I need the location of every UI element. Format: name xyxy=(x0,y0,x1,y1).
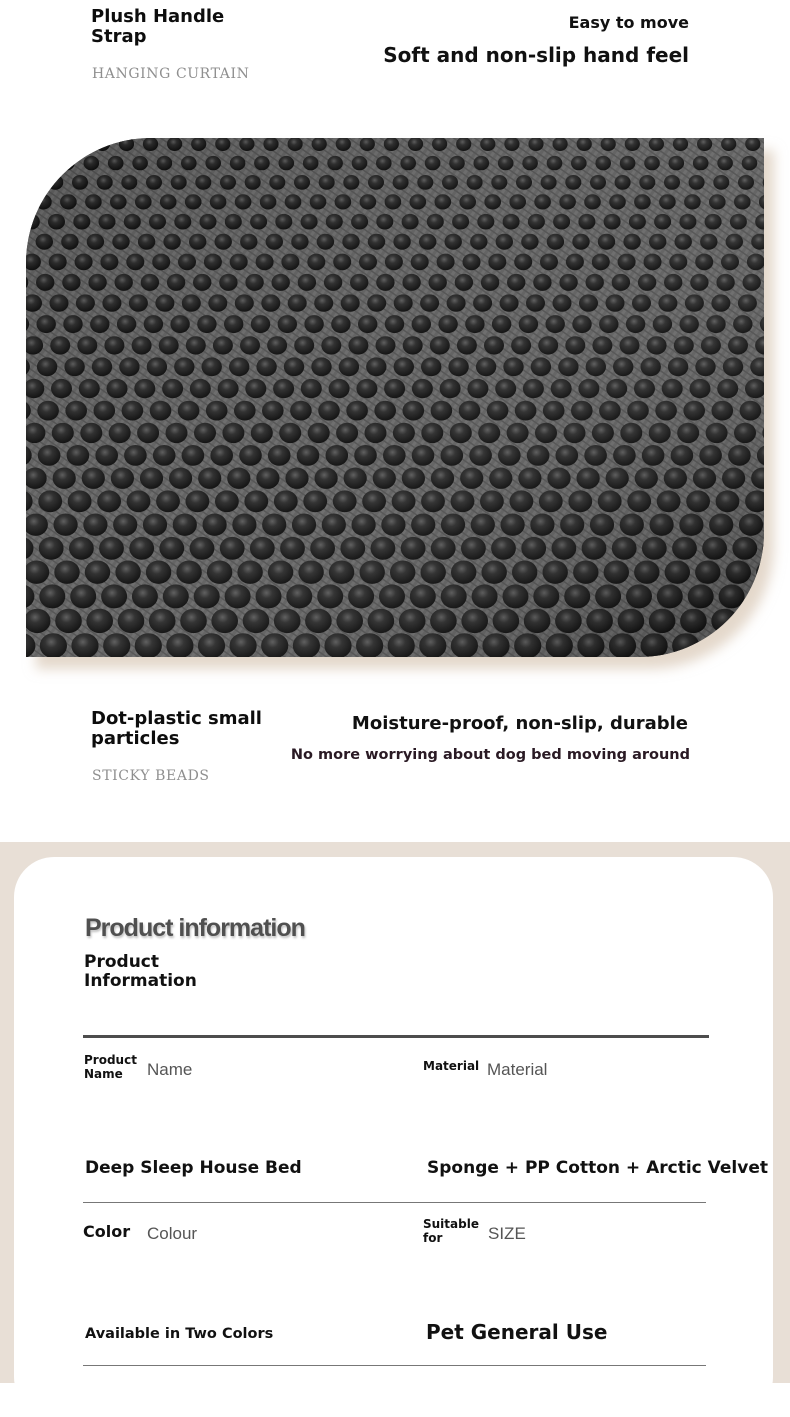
divider xyxy=(83,1365,706,1366)
feature-subtitle: HANGING CURTAIN xyxy=(92,66,250,82)
feature-headline: Moisture-proof, non-slip, durable xyxy=(351,713,688,734)
product-info-heading: Product information xyxy=(85,914,305,942)
feature-headline: Soft and non-slip hand feel xyxy=(383,43,689,67)
divider xyxy=(83,1202,706,1203)
product-name-label-en: Name xyxy=(147,1060,193,1079)
non-slip-texture-image xyxy=(26,138,764,657)
color-label-en: Colour xyxy=(147,1224,198,1243)
texture-dots xyxy=(26,138,764,657)
color-label: Color xyxy=(83,1222,131,1241)
suitable-for-value: Pet General Use xyxy=(426,1320,608,1344)
product-info-subheading: Product Information xyxy=(84,952,197,991)
feature-tagline: Easy to move xyxy=(568,13,689,32)
product-name-label: Product Name xyxy=(84,1053,137,1081)
color-value: Available in Two Colors xyxy=(85,1326,274,1342)
divider xyxy=(83,1035,709,1038)
material-label: Material xyxy=(423,1059,480,1073)
feature-title: Plush Handle Strap xyxy=(91,6,225,47)
suitable-for-label-en: SIZE xyxy=(488,1224,526,1243)
feature-title: Dot-plastic small particles xyxy=(91,708,262,749)
product-name-value: Deep Sleep House Bed xyxy=(85,1158,302,1178)
material-value: Sponge + PP Cotton + Arctic Velvet xyxy=(427,1158,768,1178)
suitable-for-label: Suitable for xyxy=(423,1217,479,1245)
feature-subtitle: STICKY BEADS xyxy=(92,768,210,784)
material-label-en: Material xyxy=(487,1060,548,1079)
feature-description: No more worrying about dog bed moving around xyxy=(290,747,690,763)
